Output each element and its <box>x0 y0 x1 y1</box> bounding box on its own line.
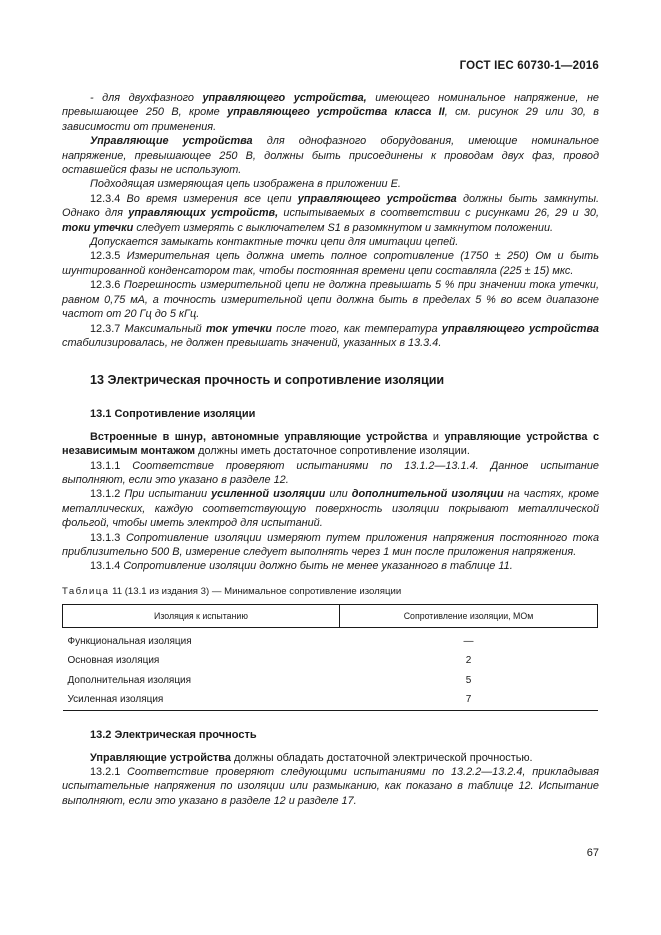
table-cell: 5 <box>465 674 472 686</box>
table-cell: 2 <box>465 655 472 667</box>
paragraph-13-1-4: 13.1.4 Сопротивление изоляции должно быть не менее указанного в таблице 11. <box>90 560 513 573</box>
paragraph: Управляющие устройства для однофазного оборудования, имеющие номинальное напряжение, превышающее 250 В, должны быть присоединены к проводам двух фаз, провод оставшейся фазы не используют. <box>62 135 599 177</box>
paragraph-12-3-4: 12.3.4 Во время измерения все цепи управляющего устройства должны быть замкнуты. Однако для управляющих устройств, испытываемых в соответствии с рисунками 26, 29 и 30, токи утечки следует измерять с выключателем S1 в разомкнутом и замкнутом положении. <box>62 192 599 234</box>
table-cell: — <box>463 635 474 647</box>
subsection-title: 13.1 Сопротивление изоляции <box>90 408 256 421</box>
paragraph-12-3-6: 12.3.6 Погрешность измерительной цепи не должна превышать 5 % при значении тока утечки, равном 0,75 мА, а точность измерительной цепи должна быть в пределах 5 % во всем диапазоне частот от 20 Гц до 5 кГц. <box>62 279 599 321</box>
table-row <box>63 671 598 691</box>
table-row <box>63 691 598 711</box>
paragraph: Управляющие устройства должны обладать достаточной электрической прочностью. <box>90 751 533 764</box>
paragraph-12-3-5: 12.3.5 Измерительная цепь должна иметь полное сопротивление (1750 ± 250) Ом и быть шунтированной конденсатором так, чтобы постоянная времени цепи составляла (225 ± 15) мкс. <box>62 250 599 277</box>
document-header: ГОСТ IEC 60730-1—2016 <box>459 60 599 72</box>
table-cell: Дополнительная изоляция <box>67 674 192 686</box>
section-title: 13 Электрическая прочность и сопротивление изоляции <box>90 373 445 388</box>
table-header-row <box>63 605 598 628</box>
table-cell: 7 <box>465 694 472 706</box>
paragraph-12-3-7: 12.3.7 Максимальный ток утечки после того, как температура управляющего устройства стабилизировалась, не должен превышать значений, указанных в 13.3.4. <box>62 322 599 349</box>
table-cell: Основная изоляция <box>67 655 160 667</box>
page-content <box>62 91 599 808</box>
paragraph-13-1-1: 13.1.1 Соответствие проверяют испытаниями по 13.1.2—13.1.4. Данное испытание выполняют, если это указано в разделе 12. <box>62 459 599 486</box>
column-header: Сопротивление изоляции, МОм <box>340 605 598 628</box>
insulation-resistance-table <box>62 604 598 711</box>
table-row <box>63 652 598 672</box>
paragraph: Подходящая измеряющая цепь изображена в приложении Е. <box>90 178 401 191</box>
page-number: 67 <box>586 847 599 859</box>
table-caption: Таблица 11 (13.1 из издания 3) — Минимальное сопротивление изоляции <box>62 585 402 597</box>
paragraph: - для двухфазного управляющего устройства, имеющего номинальное напряжение, не превышающее 250 В, кроме управляющего устройства класса II, см. рисунок 29 или 30, в зависимости от применения. <box>62 92 599 133</box>
paragraph-13-1-2: 13.1.2 При испытании усиленной изоляции или дополнительной изоляции на частях, кроме металлических, каждую соответствующую поверхность изоляции покрывают металлической фольгой, чтобы иметь электрод для испытаний. <box>62 488 599 530</box>
table-cell: Усиленная изоляция <box>67 694 164 706</box>
subsection-title: 13.2 Электрическая прочность <box>90 729 257 742</box>
table-row <box>63 628 598 652</box>
paragraph-13-2-1: 13.2.1 Соответствие проверяют следующими испытаниями по 13.2.2—13.2.4, прикладывая испытательные напряжения по изоляции или размыканию, как показано в таблице 12. Испытание выполняют, если это указано в разделе 12 и разделе 17. <box>62 766 599 807</box>
table-cell: Функциональная изоляция <box>67 635 192 647</box>
paragraph-13-1-3: 13.1.3 Сопротивление изоляции измеряют путем приложения напряжения постоянного тока приблизительно 500 В, измерение следует выполнять через 1 мин после приложения напряжения. <box>62 531 600 558</box>
column-header: Изоляция к испытанию <box>63 605 340 628</box>
paragraph: Встроенные в шнур, автономные управляющие устройства и управляющие устройства с независимым монтажом должны иметь достаточное сопротивление изоляции. <box>62 430 599 458</box>
paragraph: Допускается замыкать контактные точки цепи для имитации цепей. <box>90 236 459 249</box>
